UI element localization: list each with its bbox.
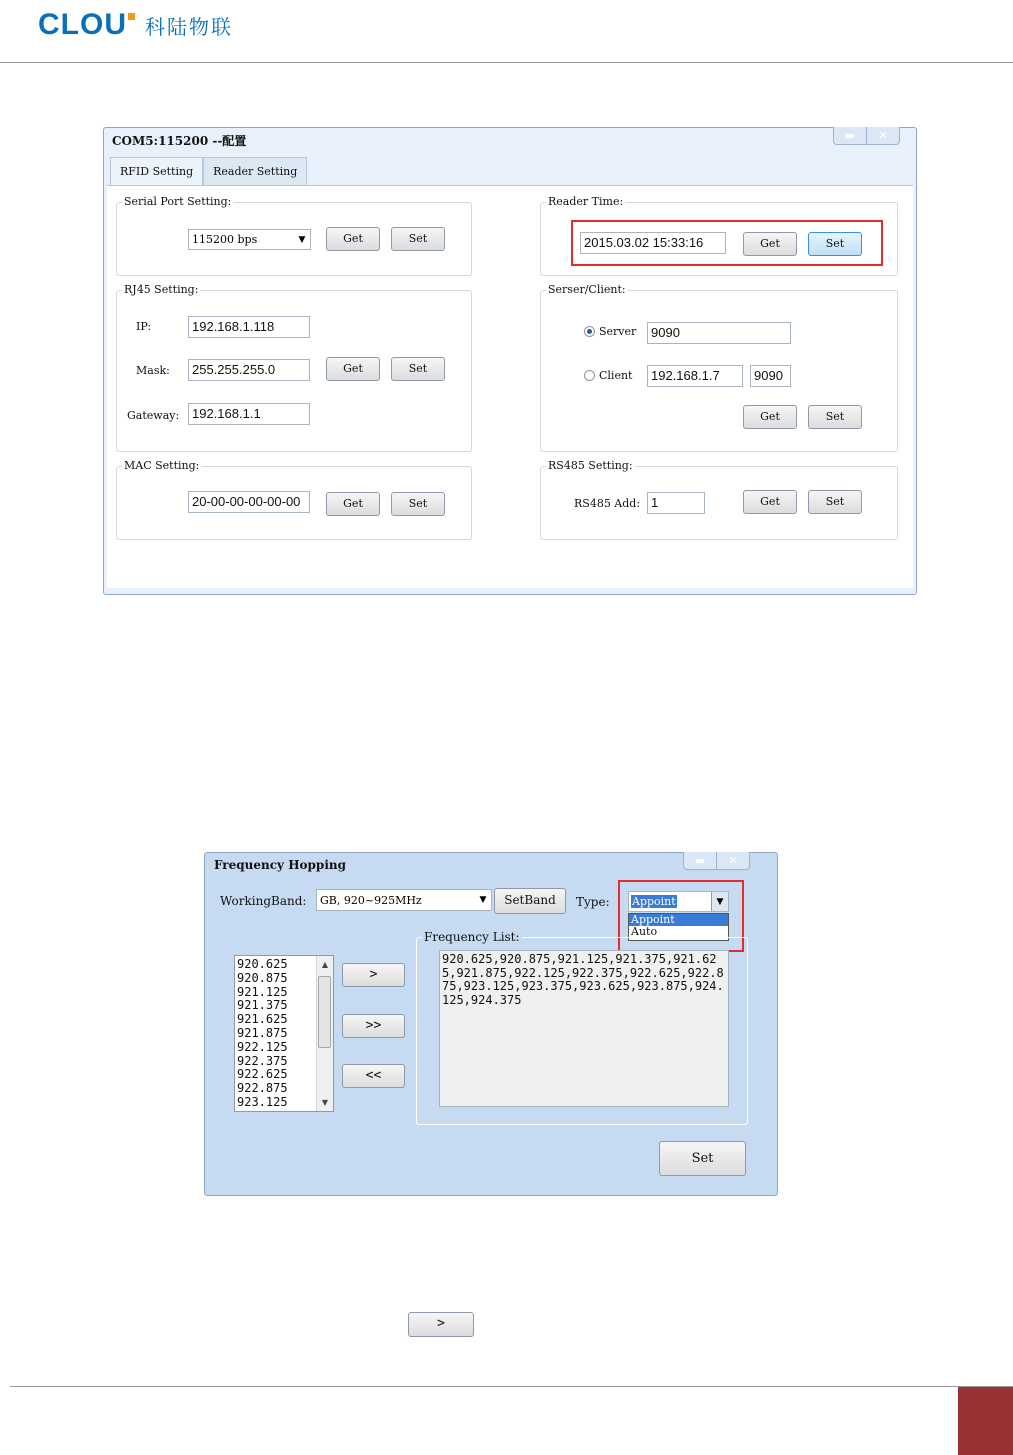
window-titlebar (104, 128, 916, 154)
minimize-icon[interactable]: ▬ (684, 852, 717, 869)
gateway-label: Gateway: (127, 409, 180, 422)
highlight-box (571, 220, 883, 266)
working-band-label: WorkingBand: (220, 894, 307, 908)
list-item[interactable]: 921.375 (237, 998, 288, 1013)
server-client-label: Serser/Client: (548, 283, 626, 296)
tab-rfid-setting[interactable]: RFID Setting (110, 157, 203, 185)
setband-button[interactable]: SetBand (494, 888, 566, 914)
remove-all-button[interactable]: << (342, 1064, 405, 1088)
server-client-set-button[interactable]: Set (808, 405, 862, 429)
working-band-value: GB, 920~925MHz (320, 894, 422, 907)
logo-dot (128, 13, 135, 20)
list-item[interactable]: 920.875 (237, 970, 288, 985)
working-band-select[interactable] (316, 889, 492, 911)
ip-input[interactable]: 192.168.1.118 (188, 316, 310, 338)
inline-add-button: > (408, 1312, 474, 1337)
list-item[interactable]: 922.375 (237, 1053, 288, 1068)
rs485-set-button[interactable]: Set (808, 490, 862, 514)
tab-reader-setting[interactable]: Reader Setting (203, 157, 307, 185)
mask-input[interactable]: 255.255.255.0 (188, 359, 310, 381)
rj45-set-button[interactable]: Set (391, 357, 445, 381)
rs485-label: RS485 Setting: (548, 459, 633, 472)
type-value: Appoint (632, 895, 676, 908)
rs485-addr-label: RS485 Add: (574, 497, 641, 510)
list-item[interactable]: 921.875 (237, 1025, 288, 1040)
footer-page-block (958, 1387, 1013, 1455)
window-controls (833, 127, 900, 145)
scroll-up-icon[interactable]: ▲ (321, 960, 329, 969)
add-selected-button[interactable]: > (342, 963, 405, 987)
close-icon[interactable]: ✕ (878, 129, 888, 142)
ip-label: IP: (136, 320, 152, 333)
logo-text: CLOU (38, 8, 127, 41)
type-option-auto[interactable]: Auto (631, 925, 658, 938)
server-client-get-button[interactable]: Get (743, 405, 797, 429)
server-radio[interactable] (584, 326, 595, 337)
baud-rate-value: 115200 bps (192, 233, 258, 246)
frequency-set-button[interactable]: Set (659, 1141, 746, 1176)
window2-controls (683, 852, 750, 870)
list-item[interactable]: 923.125 (237, 1094, 288, 1109)
frequency-list-text: 920.625,920.875,921.125,921.375,921.625,921.875,922.125,922.375,922.625,922.875,923.125,923.375,923.625,923.875,924.125,924.375 (442, 952, 724, 1007)
serial-port-label: Serial Port Setting: (124, 195, 232, 208)
chevron-down-icon: ▼ (711, 892, 728, 911)
list-item[interactable]: 922.625 (237, 1067, 288, 1082)
client-ip-input[interactable]: 192.168.1.7 (647, 365, 743, 387)
tab-bar (110, 157, 307, 185)
type-option-appoint[interactable]: Appoint (629, 914, 728, 926)
client-port-input[interactable]: 9090 (750, 365, 791, 387)
server-port-input[interactable]: 9090 (647, 322, 791, 344)
list-item[interactable]: 922.125 (237, 1039, 288, 1054)
list-item[interactable]: 921.625 (237, 1012, 288, 1027)
chevron-down-icon: ▼ (298, 235, 306, 245)
chevron-down-icon: ▼ (479, 895, 487, 905)
reader-time-set-button[interactable]: Set (808, 232, 862, 256)
list-item[interactable]: 922.875 (237, 1081, 288, 1096)
add-all-button[interactable]: >> (342, 1014, 405, 1038)
company-logo (38, 8, 233, 42)
reader-time-input[interactable]: 2015.03.02 15:33:16 (580, 232, 726, 254)
serial-set-button[interactable]: Set (391, 227, 445, 251)
baud-rate-select[interactable] (188, 229, 311, 250)
server-label: Server (599, 325, 637, 338)
frequency-list-label: Frequency List: (424, 930, 520, 944)
client-radio[interactable] (584, 370, 595, 381)
mask-label: Mask: (136, 364, 170, 377)
logo-chinese-text: 科陆物联 (145, 14, 233, 39)
mac-input[interactable]: 20-00-00-00-00-00 (188, 491, 310, 513)
listbox-scrollbar[interactable] (316, 956, 333, 1111)
reader-time-label: Reader Time: (548, 195, 624, 208)
rj45-get-button[interactable]: Get (326, 357, 380, 381)
mac-set-button[interactable]: Set (391, 492, 445, 516)
serial-get-button[interactable]: Get (326, 227, 380, 251)
list-item[interactable]: 921.125 (237, 984, 288, 999)
close-icon[interactable]: ✕ (728, 854, 738, 867)
frequency-items (237, 958, 288, 1110)
rs485-addr-input[interactable]: 1 (647, 492, 705, 514)
frequency-listbox[interactable] (234, 955, 334, 1112)
mac-get-button[interactable]: Get (326, 492, 380, 516)
footer-divider (10, 1386, 1013, 1387)
rs485-get-button[interactable]: Get (743, 490, 797, 514)
rj45-label: RJ45 Setting: (124, 283, 199, 296)
window2-title: Frequency Hopping (214, 858, 346, 872)
gateway-input[interactable]: 192.168.1.1 (188, 403, 310, 425)
window-title: COM5:115200 --配置 (112, 134, 247, 148)
client-label: Client (599, 369, 633, 382)
minimize-icon[interactable]: ▬ (834, 127, 867, 144)
scroll-thumb[interactable] (318, 976, 331, 1048)
scroll-down-icon[interactable]: ▼ (321, 1098, 329, 1107)
header-divider (0, 62, 1013, 63)
frequency-list-textarea[interactable] (439, 950, 729, 1107)
mac-label: MAC Setting: (124, 459, 200, 472)
list-item[interactable]: 920.625 (237, 957, 288, 971)
reader-time-get-button[interactable]: Get (743, 232, 797, 256)
type-label: Type: (576, 895, 610, 909)
